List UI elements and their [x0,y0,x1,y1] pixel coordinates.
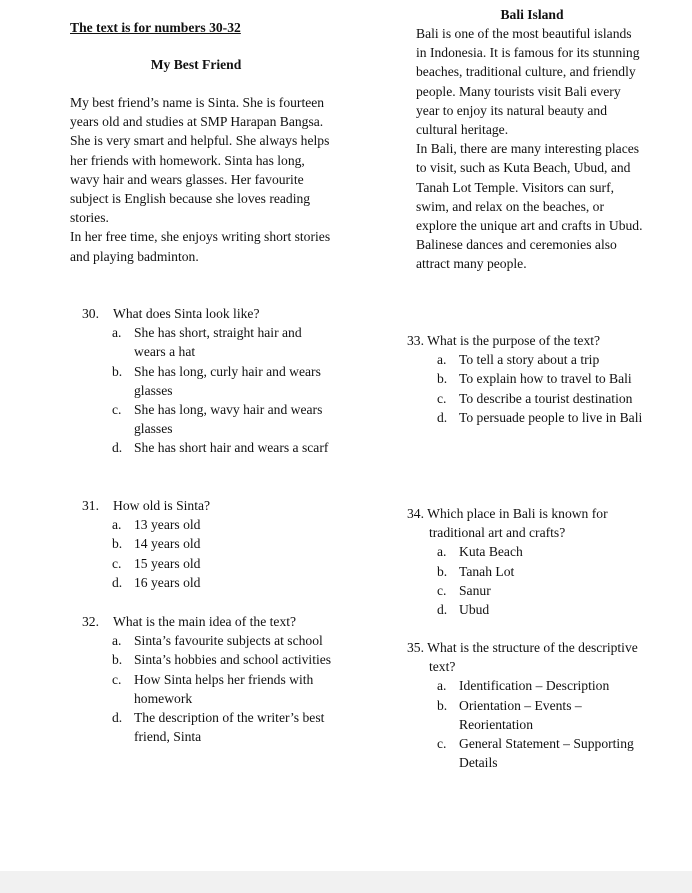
answer-options [70,515,332,592]
option-text: To explain how to travel to Bali [459,371,632,387]
answer-option-d[interactable] [70,438,332,457]
answer-option-b[interactable] [407,562,647,581]
question-text: Which place in Bali is known for traditional art and crafts? [427,506,608,541]
answer-option-c[interactable] [70,554,332,573]
question-number: 35. [407,640,424,655]
option-text: Ubud [459,602,490,618]
option-letter: c. [437,390,447,406]
option-text: Sanur [459,582,491,598]
answer-option-d[interactable] [407,408,647,427]
question-text: What is the purpose of the text? [427,333,601,348]
answer-option-d[interactable] [70,708,332,746]
option-text: The description of the writer’s best friend, Sinta [134,710,325,745]
answer-options [70,631,332,746]
option-letter: b. [437,697,448,713]
answer-option-d[interactable] [70,573,332,592]
option-text: She has long, curly hair and wears glasses [134,363,321,398]
question-text: What is the main idea of the text? [113,614,297,629]
option-text: 13 years old [134,517,201,533]
answer-options [407,542,647,619]
answer-option-c[interactable] [407,581,647,600]
answer-option-b[interactable] [70,362,332,400]
passage-paragraph: In Bali, there are many interesting places to visit, such as Kuta Beach, Ubud, and Tanah Lot Temple. Visitors can surf, swim, and relax on the beaches, or explore the unique art and crafts in Ubud. Balinese dances and ceremonies also attract many people. [416,141,643,272]
question-text: How old is Sinta? [113,498,211,513]
option-text: To tell a story about a trip [459,352,600,368]
option-letter: a. [112,517,122,533]
passage-title-my-best-friend: My Best Friend [150,57,242,72]
question-number: 30. [82,306,99,321]
option-letter: b. [437,563,448,579]
option-letter: d. [112,440,123,456]
question-32 [70,612,332,746]
option-letter: b. [112,536,123,552]
option-letter: c. [437,736,447,752]
answer-option-a[interactable] [70,515,332,534]
passage-paragraph: She is very smart and helpful. She always helps her friends with homework. Sinta has long, wavy hair and wears glasses. Her favourite subject is English because she loves reading stories. [70,133,330,226]
option-letter: c. [112,555,122,571]
answer-options [407,676,647,772]
option-text: To persuade people to live in Bali [459,409,643,425]
option-letter: a. [112,325,122,341]
answer-option-c[interactable] [70,400,332,438]
option-letter: d. [437,602,448,618]
passage-title-bali-island: Bali Island [500,7,564,22]
instruction-heading: The text is for numbers 30-32 [70,20,241,35]
option-letter: a. [112,633,122,649]
option-text: She has short hair and wears a scarf [134,440,329,456]
answer-option-a[interactable] [70,631,332,650]
option-text: Sinta’s favourite subjects at school [134,633,323,649]
question-33 [407,331,647,427]
answer-option-a[interactable] [70,323,332,361]
option-text: Kuta Beach [459,544,523,560]
answer-option-a[interactable] [407,350,647,369]
answer-options [70,323,332,457]
option-letter: d. [112,710,123,726]
question-text: What is the structure of the descriptive text? [427,640,638,675]
option-letter: a. [437,678,447,694]
answer-option-a[interactable] [407,676,647,695]
question-number: 34. [407,506,424,521]
passage-paragraph: In her free time, she enjoys writing short stories and playing badminton. [70,229,331,264]
question-34 [407,504,647,619]
option-text: Sinta’s hobbies and school activities [134,652,332,668]
option-letter: d. [112,574,123,590]
option-letter: c. [112,671,122,687]
option-text: 16 years old [134,574,201,590]
question-number: 32. [82,614,99,629]
option-letter: c. [437,582,447,598]
answer-options [407,350,647,427]
answer-option-c[interactable] [407,389,647,408]
option-letter: d. [437,409,448,425]
question-text: What does Sinta look like? [113,306,260,321]
option-letter: a. [437,544,447,560]
passage-paragraph: Bali is one of the most beautiful islands in Indonesia. It is famous for its stunning beaches, traditional culture, and friendly people. Many tourists visit Bali every year to enjoy its natural beauty and cultural heritage. [416,26,640,138]
answer-option-b[interactable] [407,696,647,734]
answer-option-d[interactable] [407,600,647,619]
answer-option-b[interactable] [70,650,332,669]
option-text: 15 years old [134,555,201,571]
answer-option-c[interactable] [70,670,332,708]
option-letter: b. [112,363,123,379]
question-35 [407,638,647,772]
option-letter: c. [112,402,122,418]
option-text: Orientation – Events – Reorientation [459,697,582,732]
option-letter: b. [437,371,448,387]
answer-option-b[interactable] [407,369,647,388]
page-bottom-strip [0,871,692,893]
option-text: She has short, straight hair and wears a hat [134,325,302,360]
passage-paragraph: My best friend’s name is Sinta. She is fourteen years old and studies at SMP Harapan Bangsa. [70,95,325,130]
answer-option-b[interactable] [70,534,332,553]
passage-my-best-friend [70,93,332,266]
passage-bali-island [416,24,644,274]
question-31 [70,496,332,592]
option-text: She has long, wavy hair and wears glasses [134,402,323,437]
option-letter: a. [437,352,447,368]
question-number: 31. [82,498,99,513]
option-text: How Sinta helps her friends with homework [134,671,314,706]
answer-option-c[interactable] [407,734,647,772]
option-text: 14 years old [134,536,201,552]
option-text: Identification – Description [459,678,610,694]
question-30 [70,304,332,458]
question-number: 33. [407,333,424,348]
option-text: General Statement – Supporting Details [459,736,634,771]
option-text: To describe a tourist destination [459,390,633,406]
answer-option-a[interactable] [407,542,647,561]
option-text: Tanah Lot [459,563,515,579]
option-letter: b. [112,652,123,668]
